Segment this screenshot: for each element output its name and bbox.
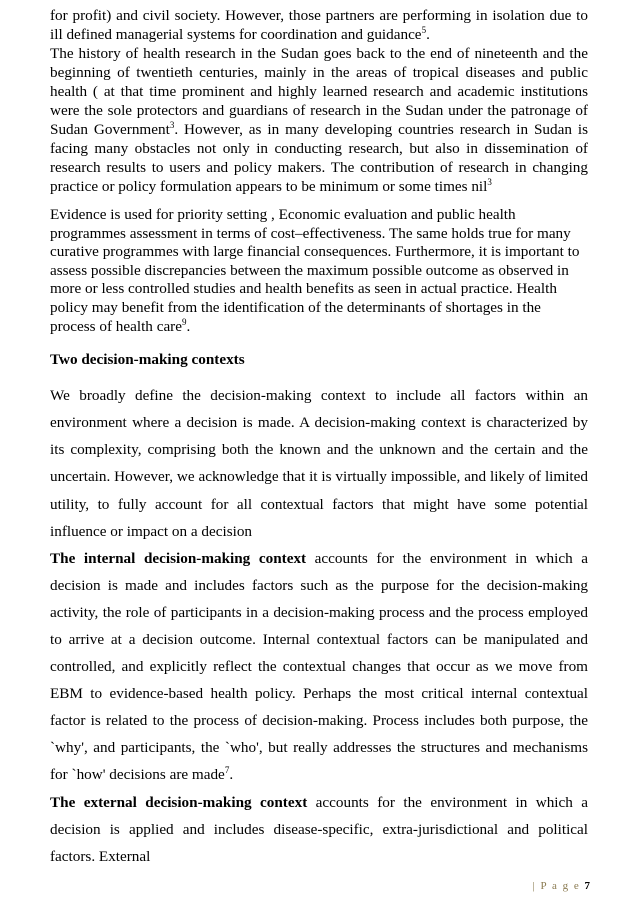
page-footer <box>533 880 590 892</box>
text: . <box>186 317 191 335</box>
section-heading: Two decision-making contexts <box>50 351 245 369</box>
citation: 5 <box>421 25 427 35</box>
paragraph-history <box>50 44 588 196</box>
citation: 9 <box>181 316 187 327</box>
page-number: 7 <box>584 880 590 892</box>
citation: 3 <box>487 177 492 187</box>
paragraph-context-definition: We broadly define the decision-making context to include all factors within an environment where a decision is made. A decision-making context is characterized by its complexity, comprising both the known and the unknown and the certain and the uncertain. However, we acknowledge that it is virtually impossible, and likely of limited utility, to fully account for all contextual factors that might have some potential influence or impact on a decision <box>50 387 588 540</box>
text: . However, as in many developing countries research in Sudan is facing many obstacles not only in conducting research, but also in dissemination of research results to users and policy makers. The contribution of research in changing practice or policy formulation appears to be minimum or some times nil <box>50 121 588 195</box>
paragraph-evidence <box>50 206 588 336</box>
paragraph-internal-context <box>50 545 588 789</box>
bold-term: The external decision-making context <box>50 793 308 811</box>
text: The history of health research in the Sudan goes back to the end of nineteenth and the beginning of twentieth centuries, mainly in the areas of tropical diseases and public health ( at that time prominent and highly learned research and academic institutions were the sole protectors and guardians of research in the Sudan under the patronage of Sudan Government <box>50 45 588 138</box>
bold-term: The internal decision-making context <box>50 549 307 567</box>
citation: 7 <box>224 765 230 776</box>
citation: 3 <box>169 120 175 130</box>
page-label: | P a g e <box>532 880 581 892</box>
paragraph-external-context <box>50 789 588 870</box>
document-page <box>50 6 588 870</box>
paragraph-partners <box>50 6 588 44</box>
text: Evidence is used for priority setting , Economic evaluation and public health programmes assessment in terms of cost–effectiveness. The same holds true for many curative programmes with large financial consequences. Furthermore, it is important to assess possible discrepancies between the maximum possible outcome as observed in more or less controlled studies and health benefits as seen in actual practice. Health policy may benefit from the identification of the determinants of shortages in the process of health care <box>50 206 580 335</box>
text: for profit) and civil society. However, those partners are performing in isolation due to ill defined managerial systems for coordination and guidance <box>50 7 588 43</box>
text: . <box>426 26 430 43</box>
text: accounts for the environment in which a decision is applied and includes disease-specific, extra-jurisdictional and political factors. External <box>50 793 589 865</box>
text: . <box>229 766 234 784</box>
text: accounts for the environment in which a decision is made and includes factors such as the purpose for the decision-making activity, the role of participants in a decision-making process and the process employed to arrive at a decision outcome. Internal contextual factors can be manipulated and controlled, and explicitly reflect the contextual changes that occur as we move from EBM to evidence-based health policy. Perhaps the most critical internal contextual factor is related to the process of decision-making. Process includes both purpose, the `why', and participants, the `who', but really addresses the structures and mechanisms for `how' decisions are made <box>50 549 589 784</box>
